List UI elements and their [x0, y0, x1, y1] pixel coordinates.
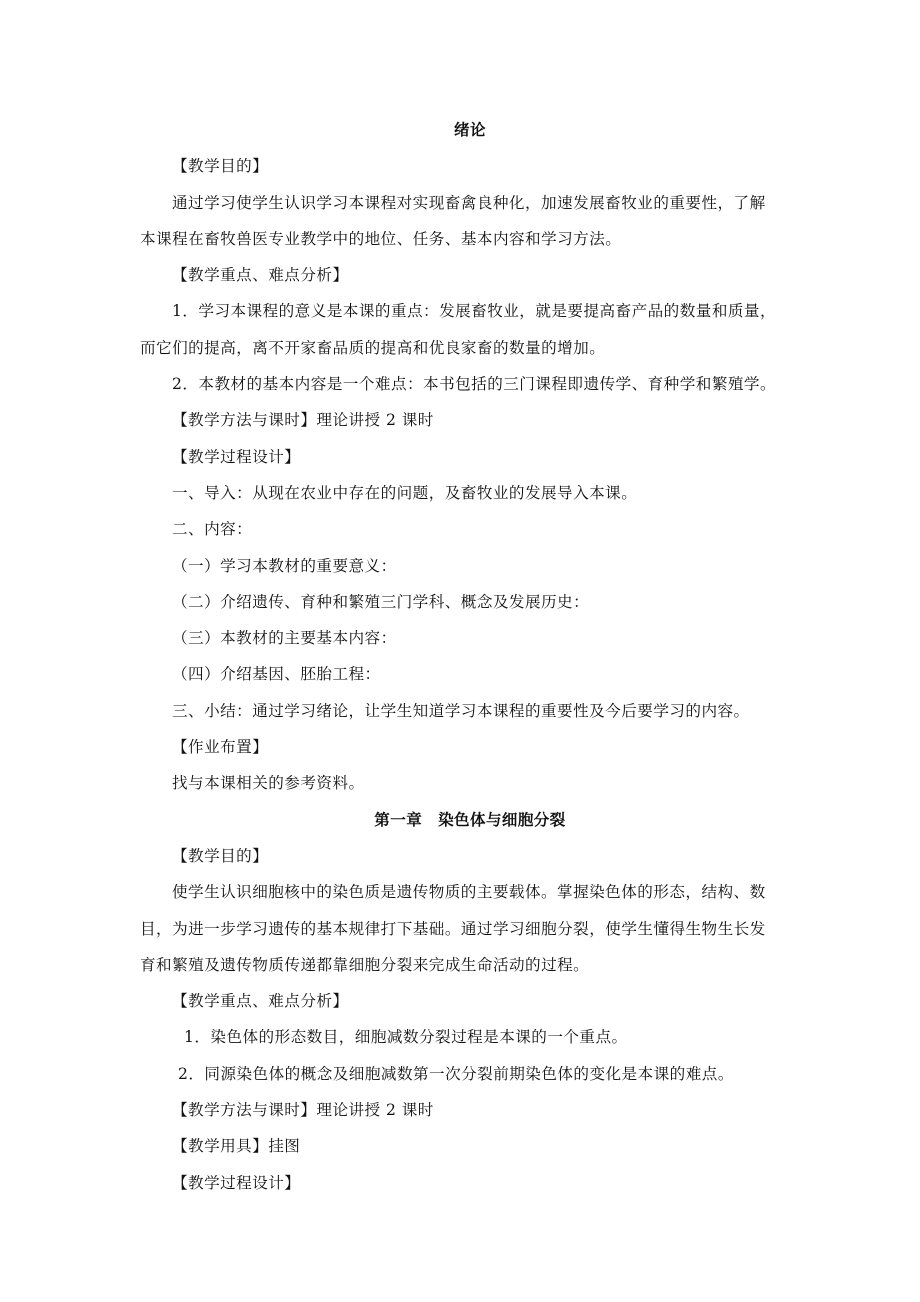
heading: 【教学目的】	[172, 846, 269, 865]
heading: 【教学目的】	[172, 157, 269, 176]
list-item: （二）介绍遗传、育种和繁殖三门学科、概念及发展历史：	[172, 592, 590, 611]
document-page	[140, 112, 800, 1201]
list-item: （四）介绍基因、胚胎工程：	[172, 665, 381, 684]
list-item: （一）学习本教材的重要意义：	[172, 556, 397, 575]
heading: 【教学过程设计】	[172, 447, 301, 466]
chapter-title: 第一章 染色体与细胞分裂	[374, 810, 566, 829]
paragraph-line: 本课程在畜牧兽医专业教学中的地位、任务、基本内容和学习方法。	[140, 229, 622, 248]
paragraph-line: 二、内容：	[172, 520, 253, 539]
heading: 【教学方法与课时】理论讲授 2 课时	[172, 1101, 434, 1120]
paragraph-line: 2．本教材的基本内容是一个难点：本书包括的三门课程即遗传学、育种学和繁殖学。	[172, 375, 776, 394]
heading: 【教学过程设计】	[172, 1173, 301, 1192]
paragraph-line: 1．学习本课程的意义是本课的重点：发展畜牧业，就是要提高畜产品的数量和质量，	[172, 302, 776, 321]
paragraph-line: 通过学习使学生认识学习本课程对实现畜禽良种化，加速发展畜牧业的重要性，了解	[172, 193, 766, 212]
heading: 【作业布置】	[172, 738, 269, 757]
paragraph-line: 找与本课相关的参考资料。	[172, 774, 365, 793]
list-item: 1．染色体的形态数目，细胞减数分裂过程是本课的一个重点。	[184, 1028, 628, 1047]
heading: 【教学方法与课时】理论讲授 2 课时	[172, 411, 434, 430]
paragraph-line: 一、导入：从现在农业中存在的问题，及畜牧业的发展导入本课。	[172, 483, 638, 502]
paragraph-line: 而它们的提高，离不开家畜品质的提高和优良家畜的数量的增加。	[140, 338, 606, 357]
paragraph-line: 使学生认识细胞核中的染色质是遗传物质的主要载体。掌握染色体的形态，结构、数	[172, 883, 766, 902]
paragraph-line: 目，为进一步学习遗传的基本规律打下基础。通过学习细胞分裂，使学生懂得生物生长发	[140, 919, 766, 938]
paragraph-line: 三、小结：通过学习绪论，让学生知道学习本课程的重要性及今后要学习的内容。	[172, 701, 750, 720]
paragraph-line: 育和繁殖及遗传物质传递都靠细胞分裂来完成生命活动的过程。	[140, 955, 590, 974]
section-title: 绪论	[454, 121, 486, 139]
heading: 【教学用具】挂图	[172, 1137, 301, 1156]
heading: 【教学重点、难点分析】	[172, 992, 349, 1011]
list-item: （三）本教材的主要基本内容：	[172, 629, 397, 648]
heading: 【教学重点、难点分析】	[172, 266, 349, 285]
list-item: 2．同源染色体的概念及细胞减数第一次分裂前期染色体的变化是本课的难点。	[178, 1064, 734, 1083]
